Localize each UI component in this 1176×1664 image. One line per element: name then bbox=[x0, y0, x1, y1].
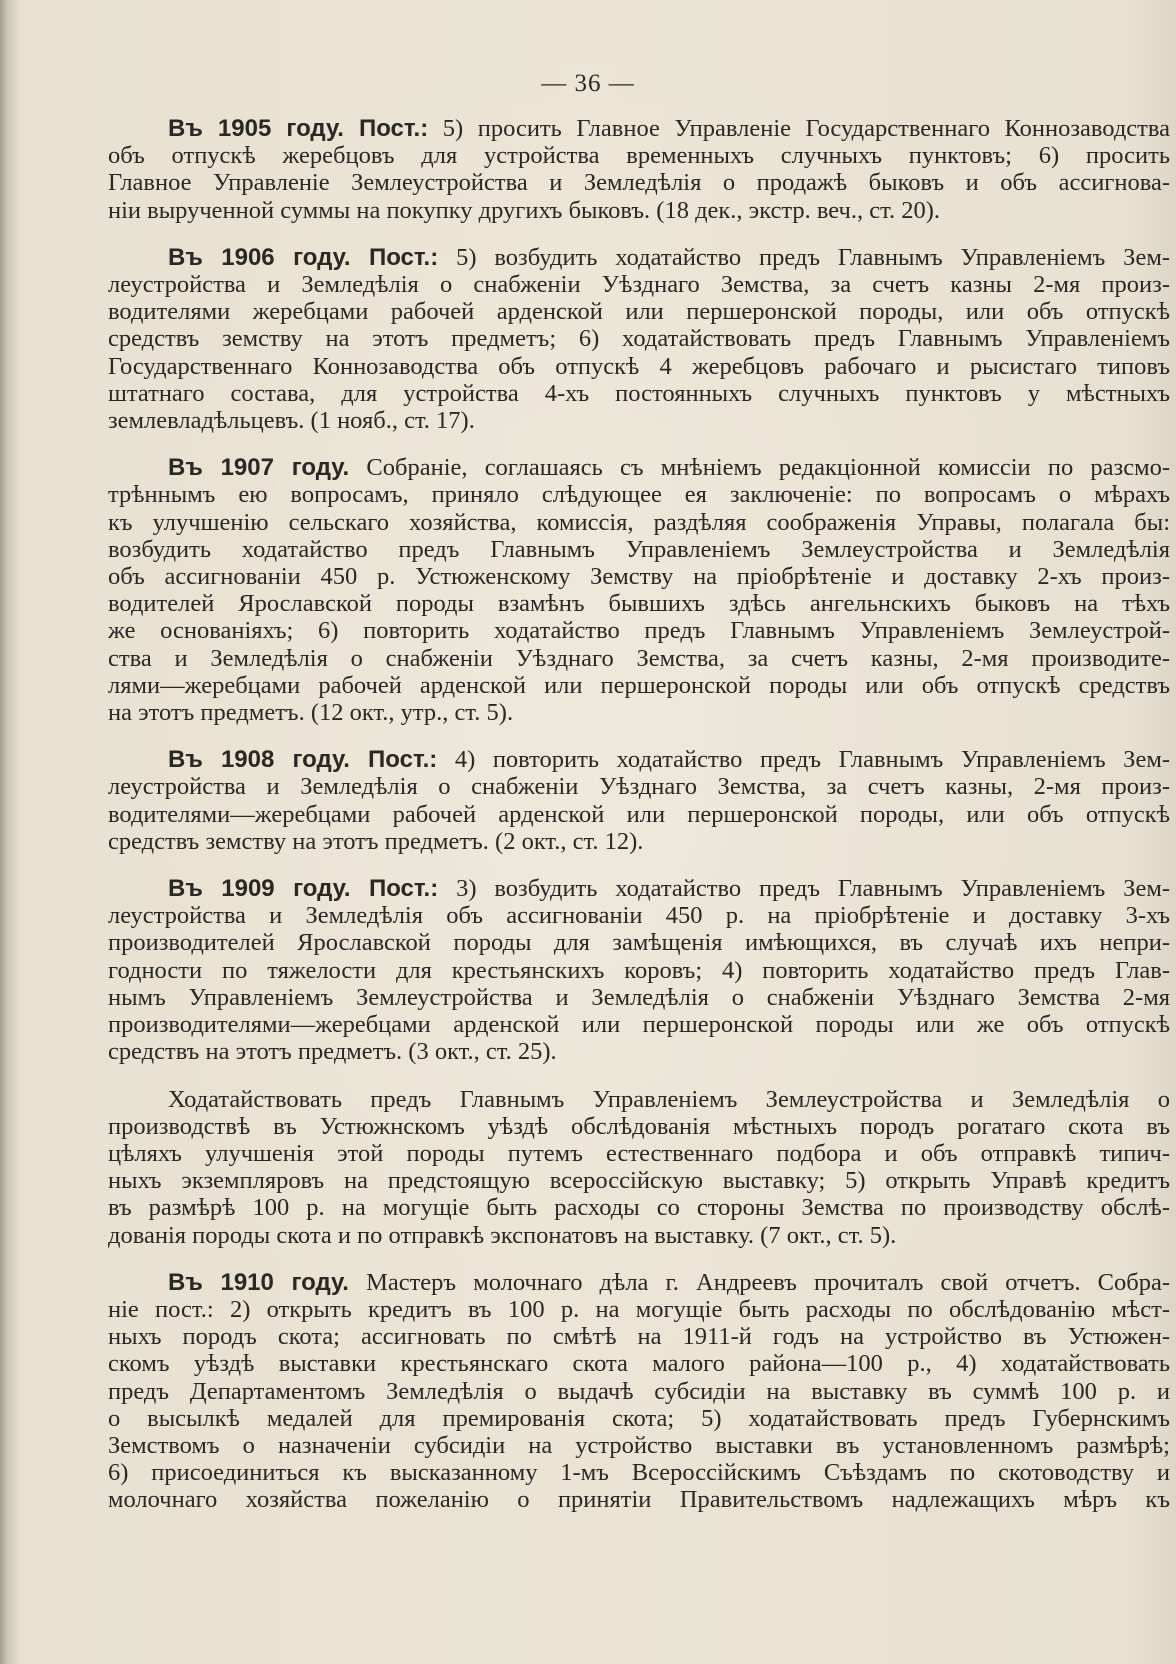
year-heading: Въ 1907 году. bbox=[168, 454, 350, 482]
line-text: ніе пост.: 2) открыть кредитъ въ 100 р. на могущіе быть расходы по обслѣдованію мѣст- bbox=[108, 1295, 1170, 1323]
text-line bbox=[108, 1296, 1170, 1323]
line-text: Ходатайствовать предъ Главнымъ Управленіемъ Землеустройства и Земледѣлія о bbox=[168, 1085, 1170, 1113]
text-line bbox=[108, 875, 1170, 902]
line-text: объ отпускѣ жеребцовъ для устройства временныхъ случныхъ пунктовъ; 6) просить bbox=[108, 142, 1170, 170]
line-text: средствъ на этотъ предметъ. (3 окт., ст. 25). bbox=[108, 1038, 557, 1066]
line-text: Собраніе, соглашаясь съ мнѣніемъ редакціонной комиссіи по разсмо- bbox=[366, 454, 1171, 482]
text-line bbox=[108, 1038, 1170, 1065]
text-line bbox=[108, 1350, 1170, 1377]
text-line bbox=[108, 1086, 1170, 1113]
line-text: скомъ уѣздѣ выставки крестьянскаго скота малого района—100 р., 4) ходатайствовать bbox=[108, 1350, 1170, 1378]
text-line bbox=[108, 645, 1170, 672]
text-line bbox=[108, 1486, 1170, 1513]
text-line bbox=[108, 984, 1170, 1011]
year-heading: Въ 1910 году. bbox=[168, 1268, 349, 1296]
line-text: Государственнаго Коннозаводства объ отпускѣ 4 жеребцовъ рабочаго и рысистаго типовъ bbox=[108, 352, 1170, 380]
text-line bbox=[108, 509, 1170, 536]
line-text: средствъ земству на этотъ предметъ. (2 окт., ст. 12). bbox=[108, 827, 644, 855]
line-text: 5) просить Главное Управленіе Государственнаго Коннозаводства bbox=[442, 115, 1170, 142]
paragraph bbox=[108, 244, 1170, 434]
line-text: молочнаго хозяйства пожеланію о принятіи Правительствомъ надлежащихъ мѣръ къ bbox=[108, 1486, 1170, 1514]
text-line bbox=[108, 454, 1170, 481]
paragraph bbox=[108, 115, 1170, 224]
paragraph bbox=[108, 1086, 1170, 1249]
line-text: 3) возбудить ходатайство предъ Главнымъ Управленіемъ Зем- bbox=[456, 875, 1170, 903]
text-line bbox=[108, 380, 1170, 407]
body-text bbox=[108, 115, 1170, 1534]
paragraph bbox=[108, 875, 1170, 1065]
line-text: производителями—жеребцами арденской или першеронской породы или же объ отпускѣ bbox=[108, 1011, 1170, 1039]
line-text: годности по тяжелости для крестьянскихъ коровъ; 4) повторить ходатайство предъ Глав- bbox=[108, 956, 1170, 984]
line-text: водителями жеребцами рабочей арденской или першеронской породы, или объ отпускѣ bbox=[108, 298, 1170, 326]
line-text: же основаніяхъ; 6) повторить ходатайство предъ Главнымъ Управленіемъ Землеустрой- bbox=[108, 617, 1170, 645]
year-heading: Въ 1905 году. Пост.: bbox=[168, 115, 429, 142]
line-text: предъ Департаментомъ Земледѣлія о выдачѣ субсидіи на выставку въ суммѣ 100 р. и bbox=[108, 1377, 1170, 1405]
line-text: леустройства и Земледѣлія о снабженіи Уѣзднаго Земства, за счетъ казны, 2-мя произ- bbox=[108, 773, 1170, 801]
line-text: лями—жеребцами рабочей арденской или першеронской породы или объ отпускѣ средствъ bbox=[108, 671, 1170, 699]
text-line bbox=[108, 801, 1170, 828]
line-text: землевладѣльцевъ. (1 нояб., ст. 17). bbox=[108, 407, 475, 435]
line-text: цѣляхъ улучшенія этой породы путемъ естественнаго подбора и объ отправкѣ типич- bbox=[108, 1139, 1170, 1167]
text-line bbox=[108, 271, 1170, 298]
text-line bbox=[108, 325, 1170, 352]
line-text: водителей Ярославской породы взамѣнъ бывшихъ здѣсь ангельнскихъ быковъ на тѣхъ bbox=[108, 590, 1170, 618]
text-line bbox=[108, 746, 1170, 773]
year-heading: Въ 1906 году. Пост.: bbox=[168, 243, 439, 271]
line-text: дованія породы скота и по отправкѣ экспонатовъ на выставку. (7 окт., ст. 5). bbox=[108, 1221, 897, 1249]
text-line bbox=[108, 672, 1170, 699]
text-line bbox=[108, 902, 1170, 929]
line-text: нымъ Управленіемъ Землеустройства и Земледѣлія о снабженіи Уѣзднаго Земства 2-мя bbox=[108, 983, 1170, 1011]
line-text: объ ассигнованіи 450 р. Устюженскому Земству на пріобрѣтеніе и доставку 2-хъ произ- bbox=[108, 563, 1170, 591]
text-line bbox=[108, 353, 1170, 380]
line-text: Мастеръ молочнаго дѣла г. Андреевъ прочиталъ свой отчетъ. Собра- bbox=[366, 1268, 1171, 1296]
line-text: штатнаго состава, для устройства 4-хъ постоянныхъ случныхъ пунктовъ у мѣстныхъ bbox=[108, 379, 1170, 407]
line-text: Главное Управленіе Землеустройства и Земледѣлія о продажѣ быковъ и объ ассигнова- bbox=[108, 169, 1170, 197]
text-line bbox=[108, 1459, 1170, 1486]
text-line bbox=[108, 1323, 1170, 1350]
page-number: — 36 — bbox=[541, 70, 635, 97]
year-heading: Въ 1908 году. Пост.: bbox=[168, 746, 438, 774]
text-line bbox=[108, 244, 1170, 271]
text-line bbox=[108, 169, 1170, 196]
text-line bbox=[108, 115, 1170, 142]
text-line bbox=[108, 1140, 1170, 1167]
text-line bbox=[108, 563, 1170, 590]
line-text: производителей Ярославской породы для замѣщенія имѣющихся, въ случаѣ ихъ непри- bbox=[108, 929, 1170, 957]
paragraph bbox=[108, 454, 1170, 726]
text-line bbox=[108, 1194, 1170, 1221]
text-line bbox=[108, 536, 1170, 563]
text-line bbox=[108, 481, 1170, 508]
line-text: производствѣ въ Устюжнскомъ уѣздѣ обслѣдованія мѣстныхъ породъ рогатаго скота въ bbox=[108, 1112, 1170, 1140]
text-line bbox=[108, 1167, 1170, 1194]
text-line bbox=[108, 1405, 1170, 1432]
text-line bbox=[108, 617, 1170, 644]
text-line bbox=[108, 590, 1170, 617]
line-text: о высылкѣ медалей для премированія скота; 5) ходатайствовать предъ Губернскимъ bbox=[108, 1404, 1170, 1432]
line-text: Земствомъ о назначеніи субсидіи на устройство выставки въ установленномъ размѣрѣ; bbox=[108, 1431, 1170, 1459]
line-text: ныхъ породъ скота; ассигновать по смѣтѣ на 1911-й годъ на устройство въ Устюжен- bbox=[108, 1323, 1170, 1351]
text-line bbox=[108, 699, 1170, 726]
paragraph bbox=[108, 1269, 1170, 1514]
paragraph bbox=[108, 746, 1170, 855]
line-text: на этотъ предметъ. (12 окт., утр., ст. 5). bbox=[108, 699, 514, 727]
line-text: 4) повторить ходатайство предъ Главнымъ Управленіемъ Зем- bbox=[454, 746, 1170, 774]
line-text: средствъ земству на этотъ предметъ; 6) ходатайствовать предъ Главнымъ Управленіемъ bbox=[108, 325, 1170, 353]
text-line bbox=[108, 773, 1170, 800]
line-text: возбудить ходатайство предъ Главнымъ Управленіемъ Землеустройства и Земледѣлія bbox=[108, 535, 1170, 563]
year-heading: Въ 1909 году. Пост.: bbox=[168, 875, 439, 903]
text-line bbox=[108, 929, 1170, 956]
line-text: леустройства и Земледѣлія объ ассигнованіи 450 р. на пріобрѣтеніе и доставку 3-хъ bbox=[108, 902, 1170, 930]
line-text: трѣннымъ ею вопросамъ, приняло слѣдующее ея заключеніе: по вопросамъ о мѣрахъ bbox=[108, 481, 1170, 509]
text-line bbox=[108, 957, 1170, 984]
text-line bbox=[108, 1113, 1170, 1140]
text-line bbox=[108, 298, 1170, 325]
text-line bbox=[108, 407, 1170, 434]
text-line bbox=[108, 1432, 1170, 1459]
line-text: водителями—жеребцами рабочей арденской или першеронской породы, или объ отпускѣ bbox=[108, 800, 1170, 828]
line-text: въ размѣрѣ 100 р. на могущіе быть расходы со стороны Земства по производству обслѣ- bbox=[108, 1194, 1170, 1222]
line-text: леустройства и Земледѣлія о снабженіи Уѣзднаго Земства, за счетъ казны 2-мя произ- bbox=[108, 271, 1170, 299]
text-line bbox=[108, 1222, 1170, 1249]
text-line bbox=[108, 142, 1170, 169]
text-line bbox=[108, 828, 1170, 855]
text-line bbox=[108, 1269, 1170, 1296]
line-text: 5) возбудить ходатайство предъ Главнымъ Управленіемъ Зем- bbox=[456, 243, 1170, 271]
line-text: 6) присоединиться къ высказанному 1-мъ Всероссійскимъ Съѣздамъ по скотоводству и bbox=[108, 1459, 1170, 1487]
text-line bbox=[108, 1378, 1170, 1405]
text-line bbox=[108, 1011, 1170, 1038]
line-text: къ улучшенію сельскаго хозяйства, комиссія, раздѣляя соображенія Управы, полагала бы: bbox=[108, 508, 1170, 536]
line-text: ства и Земледѣлія о снабженіи Уѣзднаго Земства, за счетъ казны, 2-мя производите- bbox=[108, 644, 1170, 672]
line-text: ніи вырученной суммы на покупку другихъ быковъ. (18 дек., экстр. веч., ст. 20). bbox=[108, 196, 941, 224]
text-line bbox=[108, 197, 1170, 224]
line-text: ныхъ экземпляровъ на предстоящую всероссійскую выставку; 5) открыть Управѣ кредитъ bbox=[108, 1167, 1170, 1195]
